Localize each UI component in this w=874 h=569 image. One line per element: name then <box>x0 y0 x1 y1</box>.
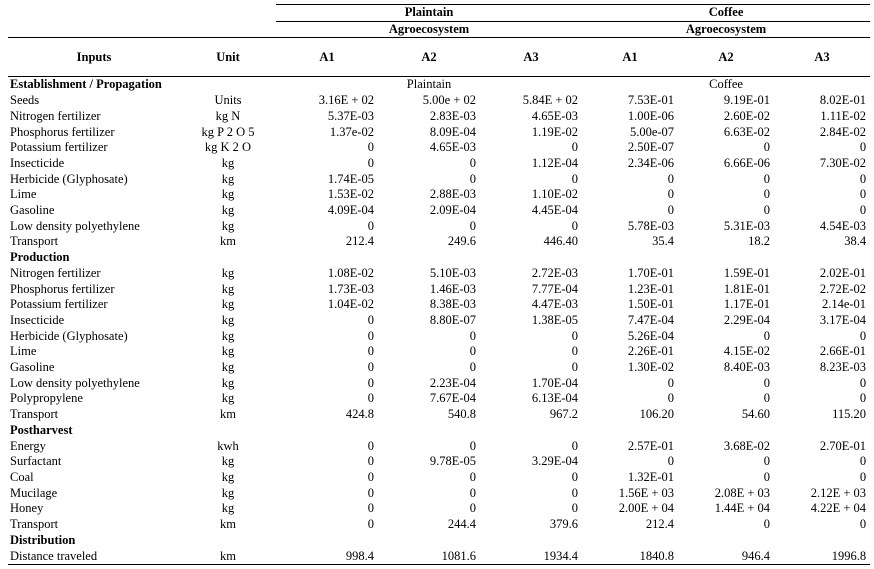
value-cell: 0 <box>367 517 374 532</box>
plaintain-a3-header: A3 <box>480 38 582 77</box>
value-cell: 0 <box>667 454 675 469</box>
value-cell: 0 <box>469 469 476 484</box>
value-cell: 6.63E-02 <box>723 124 771 139</box>
value-cell: 1.59E-01 <box>723 265 771 280</box>
input-name-cell: Potassium fertilizer <box>10 297 108 312</box>
value-cell: 0 <box>367 140 374 155</box>
coffee-agro-header: Agroecosystem <box>582 21 870 38</box>
value-cell: 1.19E-02 <box>531 124 579 139</box>
value-cell: 8.23E-03 <box>819 360 867 375</box>
section-row <box>8 423 870 439</box>
value-cell: 0 <box>763 328 771 343</box>
value-cell: 0 <box>469 360 476 375</box>
value-cell: 5.78E-03 <box>627 218 675 233</box>
input-name-cell: Potassium fertilizer <box>10 140 108 155</box>
value-cell: 8.02E-01 <box>819 93 867 108</box>
table-row <box>8 549 870 565</box>
value-cell: 2.57E-01 <box>627 438 675 453</box>
value-cell: 0 <box>859 454 867 469</box>
input-name-cell: Energy <box>10 438 46 453</box>
table-row <box>8 391 870 407</box>
input-name-cell: Polypropylene <box>10 391 83 406</box>
value-cell: 1.10E-02 <box>531 187 579 202</box>
unit-cell: kg <box>221 187 235 202</box>
table-row <box>8 329 870 345</box>
unit-cell: km <box>220 517 236 532</box>
value-cell: 0 <box>859 187 867 202</box>
value-cell: 0 <box>469 438 476 453</box>
section-title: Establishment / Propagation <box>10 77 162 92</box>
table-row <box>8 376 870 392</box>
value-cell: 54.60 <box>741 407 771 422</box>
value-cell: 0 <box>367 501 374 516</box>
value-cell: 0 <box>367 344 374 359</box>
plaintain-a2-header: A2 <box>378 38 480 77</box>
value-cell: 2.60E-02 <box>723 108 771 123</box>
value-cell: 2.72E-02 <box>819 281 867 296</box>
unit-cell: Units <box>214 93 242 108</box>
plaintain-group-header: Plaintain <box>276 5 582 22</box>
value-cell: 424.8 <box>345 407 374 422</box>
value-cell: 0 <box>571 360 579 375</box>
value-cell: 0 <box>571 485 579 500</box>
value-cell: 5.00e-07 <box>629 124 675 139</box>
value-cell: 0 <box>367 469 374 484</box>
value-cell: 115.20 <box>832 407 867 422</box>
value-cell: 0 <box>367 328 374 343</box>
value-cell: 2.23E-04 <box>429 375 476 390</box>
value-cell: 0 <box>859 375 867 390</box>
value-cell: 3.68E-02 <box>723 438 771 453</box>
value-cell: 2.88E-03 <box>429 187 476 202</box>
value-cell: 0 <box>367 360 374 375</box>
value-cell: 5.31E-03 <box>723 218 771 233</box>
value-cell: 0 <box>571 140 579 155</box>
value-cell: 1840.8 <box>582 549 678 565</box>
section-plaintain-tag: Plaintain <box>406 77 452 92</box>
input-name-cell: Seeds <box>10 93 40 108</box>
value-cell: 1.37e-02 <box>329 124 374 139</box>
value-cell: 1.11E-02 <box>820 108 867 123</box>
unit-cell: kg <box>221 171 235 186</box>
value-cell: 0 <box>763 171 771 186</box>
value-cell: 2.09E-04 <box>429 203 476 218</box>
input-name-cell: Mucilage <box>10 485 58 500</box>
value-cell: 967.2 <box>549 407 579 422</box>
unit-cell: kg K 2 O <box>204 140 252 155</box>
value-cell: 0 <box>367 485 374 500</box>
value-cell: 1.46E-03 <box>429 281 476 296</box>
input-name-cell: Gasoline <box>10 203 55 218</box>
value-cell: 0 <box>859 203 867 218</box>
value-cell: 0 <box>763 375 771 390</box>
value-cell: 0 <box>667 375 675 390</box>
value-cell: 2.50E-07 <box>627 140 675 155</box>
input-name-cell: Lime <box>10 344 37 359</box>
input-name-cell: Lime <box>10 187 37 202</box>
unit-cell: km <box>180 549 276 565</box>
value-cell: 0 <box>667 171 675 186</box>
table-row <box>8 313 870 329</box>
unit-cell: kg <box>221 203 235 218</box>
unit-cell: kg <box>221 155 235 170</box>
section-row <box>8 77 870 93</box>
section-title: Postharvest <box>10 422 73 437</box>
value-cell: 6.13E-04 <box>531 391 579 406</box>
input-name-cell: Honey <box>10 501 44 516</box>
value-cell: 1.73E-03 <box>327 281 374 296</box>
value-cell: 8.80E-07 <box>429 312 476 327</box>
input-name-cell: Low density polyethylene <box>10 218 140 233</box>
value-cell: 0 <box>859 328 867 343</box>
input-name-cell: Transport <box>10 407 59 422</box>
value-cell: 4.65E-03 <box>531 108 579 123</box>
input-name-cell: Phosphorus fertilizer <box>10 124 115 139</box>
value-cell: 1081.6 <box>378 549 480 565</box>
section-title: Distribution <box>10 532 76 547</box>
coffee-a2-header: A2 <box>678 38 774 77</box>
value-cell: 0 <box>763 469 771 484</box>
value-cell: 38.4 <box>844 234 867 249</box>
value-cell: 8.09E-04 <box>429 124 476 139</box>
value-cell: 5.10E-03 <box>429 265 476 280</box>
table-body <box>8 77 870 565</box>
table-row <box>8 234 870 250</box>
table-row <box>8 187 870 203</box>
value-cell: 0 <box>859 517 867 532</box>
unit-cell: kwh <box>217 438 239 453</box>
value-cell: 1996.8 <box>774 549 870 565</box>
value-cell: 0 <box>367 391 374 406</box>
value-cell: 0 <box>469 155 476 170</box>
value-cell: 2.08E + 03 <box>714 485 771 500</box>
value-cell: 7.67E-04 <box>429 391 476 406</box>
inputs-table <box>8 4 870 565</box>
value-cell: 1.00E-06 <box>627 108 675 123</box>
unit-cell: kg <box>221 312 235 327</box>
value-cell: 0 <box>367 438 374 453</box>
value-cell: 4.47E-03 <box>531 297 579 312</box>
header-row-crops <box>8 5 870 22</box>
table-row <box>8 140 870 156</box>
value-cell: 0 <box>367 155 374 170</box>
table-row <box>8 344 870 360</box>
input-name-cell: Phosphorus fertilizer <box>10 281 115 296</box>
value-cell: 2.14e-01 <box>821 297 867 312</box>
value-cell: 2.83E-03 <box>429 108 476 123</box>
value-cell: 0 <box>859 140 867 155</box>
value-cell: 2.02E-01 <box>819 265 867 280</box>
value-cell: 0 <box>667 203 675 218</box>
unit-cell: kg <box>221 375 235 390</box>
value-cell: 0 <box>367 454 374 469</box>
value-cell: 446.40 <box>543 234 579 249</box>
value-cell: 540.8 <box>447 407 476 422</box>
table-row <box>8 470 870 486</box>
input-name-cell: Transport <box>10 234 59 249</box>
value-cell: 0 <box>469 171 476 186</box>
value-cell: 0 <box>571 438 579 453</box>
value-cell: 2.12E + 03 <box>810 485 867 500</box>
table-row <box>8 266 870 282</box>
plaintain-a1-header: A1 <box>276 38 378 77</box>
value-cell: 212.4 <box>345 234 374 249</box>
value-cell: 0 <box>763 140 771 155</box>
unit-cell: kg <box>221 218 235 233</box>
value-cell: 0 <box>763 517 771 532</box>
value-cell: 0 <box>571 218 579 233</box>
value-cell: 4.65E-03 <box>429 140 476 155</box>
value-cell: 212.4 <box>645 517 675 532</box>
plaintain-agro-header: Agroecosystem <box>276 21 582 38</box>
value-cell: 8.40E-03 <box>723 360 771 375</box>
table-row <box>8 360 870 376</box>
input-name-cell: Low density polyethylene <box>10 375 140 390</box>
value-cell: 1.44E + 04 <box>714 501 771 516</box>
value-cell: 1.81E-01 <box>723 281 771 296</box>
value-cell: 0 <box>367 312 374 327</box>
table-row <box>8 172 870 188</box>
value-cell: 5.26E-04 <box>627 328 675 343</box>
input-name-cell: Insecticide <box>10 155 65 170</box>
unit-cell: kg <box>221 501 235 516</box>
value-cell: 0 <box>469 328 476 343</box>
unit-cell: kg <box>221 360 235 375</box>
table-row <box>8 156 870 172</box>
value-cell: 1.56E + 03 <box>618 485 675 500</box>
value-cell: 0 <box>469 485 476 500</box>
value-cell: 7.53E-01 <box>627 93 675 108</box>
value-cell: 0 <box>571 171 579 186</box>
value-cell: 0 <box>367 218 374 233</box>
value-cell: 1.38E-05 <box>531 312 579 327</box>
value-cell: 1.30E-02 <box>627 360 675 375</box>
value-cell: 998.4 <box>276 549 378 565</box>
unit-column-header: Unit <box>180 38 276 77</box>
value-cell: 4.45E-04 <box>531 203 579 218</box>
value-cell: 9.78E-05 <box>429 454 476 469</box>
value-cell: 2.72E-03 <box>531 265 579 280</box>
value-cell: 18.2 <box>748 234 771 249</box>
value-cell: 4.54E-03 <box>819 218 867 233</box>
value-cell: 2.84E-02 <box>819 124 867 139</box>
value-cell: 1934.4 <box>480 549 582 565</box>
table-row <box>8 454 870 470</box>
unit-cell: kg <box>221 281 235 296</box>
table-row <box>8 407 870 423</box>
value-cell: 0 <box>667 187 675 202</box>
value-cell: 249.6 <box>447 234 476 249</box>
value-cell: 7.30E-02 <box>819 155 867 170</box>
value-cell: 1.53E-02 <box>327 187 374 202</box>
table-row <box>8 439 870 455</box>
value-cell: 0 <box>469 344 476 359</box>
unit-cell: kg P 2 O 5 <box>201 124 255 139</box>
value-cell: 6.66E-06 <box>723 155 771 170</box>
table-row <box>8 517 870 533</box>
value-cell: 946.4 <box>678 549 774 565</box>
input-name-cell: Insecticide <box>10 312 65 327</box>
value-cell: 0 <box>571 469 579 484</box>
header-row-agro <box>8 21 870 38</box>
value-cell: 9.19E-01 <box>723 93 771 108</box>
inputs-column-header: Inputs <box>8 38 180 77</box>
unit-cell: km <box>220 234 236 249</box>
value-cell: 0 <box>571 328 579 343</box>
value-cell: 35.4 <box>652 234 675 249</box>
table-row <box>8 109 870 125</box>
value-cell: 4.15E-02 <box>723 344 771 359</box>
value-cell: 2.70E-01 <box>819 438 867 453</box>
unit-cell: kg <box>221 391 235 406</box>
value-cell: 1.32E-01 <box>627 469 675 484</box>
value-cell: 2.26E-01 <box>627 344 675 359</box>
input-name-cell: Herbicide (Glyphosate) <box>10 328 128 343</box>
unit-cell: kg <box>221 297 235 312</box>
input-name-cell: Herbicide (Glyphosate) <box>10 171 128 186</box>
header-row-columns <box>8 38 870 77</box>
table-row <box>8 282 870 298</box>
input-name-cell: Surfactant <box>10 454 62 469</box>
value-cell: 0 <box>571 344 579 359</box>
section-row <box>8 533 870 549</box>
value-cell: 1.04E-02 <box>327 297 374 312</box>
value-cell: 0 <box>571 501 579 516</box>
table-row <box>8 125 870 141</box>
value-cell: 2.66E-01 <box>819 344 867 359</box>
value-cell: 1.74E-05 <box>327 171 374 186</box>
value-cell: 1.70E-01 <box>627 265 675 280</box>
value-cell: 0 <box>469 501 476 516</box>
value-cell: 5.37E-03 <box>327 108 374 123</box>
value-cell: 3.29E-04 <box>531 454 579 469</box>
value-cell: 1.50E-01 <box>627 297 675 312</box>
value-cell: 5.84E + 02 <box>522 93 579 108</box>
value-cell: 3.16E + 02 <box>318 93 374 108</box>
coffee-group-header: Coffee <box>582 5 870 22</box>
value-cell: 0 <box>667 391 675 406</box>
value-cell: 4.09E-04 <box>327 203 374 218</box>
value-cell: 0 <box>763 454 771 469</box>
value-cell: 0 <box>763 187 771 202</box>
section-coffee-tag: Coffee <box>709 77 743 92</box>
table-row <box>8 486 870 502</box>
value-cell: 0 <box>367 375 374 390</box>
input-name-cell: Gasoline <box>10 360 55 375</box>
table-row <box>8 297 870 313</box>
value-cell: 0 <box>763 391 771 406</box>
value-cell: 8.38E-03 <box>429 297 476 312</box>
table-row <box>8 93 870 109</box>
value-cell: 3.17E-04 <box>819 312 867 327</box>
input-name-cell: Distance traveled <box>8 549 180 565</box>
value-cell: 2.34E-06 <box>627 155 675 170</box>
unit-cell: kg <box>221 469 235 484</box>
value-cell: 0 <box>859 391 867 406</box>
value-cell: 4.22E + 04 <box>810 501 867 516</box>
value-cell: 106.20 <box>639 407 675 422</box>
value-cell: 7.77E-04 <box>531 281 579 296</box>
unit-cell: km <box>220 407 236 422</box>
value-cell: 244.4 <box>447 517 476 532</box>
value-cell: 379.6 <box>549 517 579 532</box>
unit-cell: kg <box>221 265 235 280</box>
table-row <box>8 203 870 219</box>
input-name-cell: Transport <box>10 517 59 532</box>
unit-cell: kg <box>221 485 235 500</box>
unit-cell: kg <box>221 328 235 343</box>
input-name-cell: Nitrogen fertilizer <box>10 108 101 123</box>
value-cell: 0 <box>859 469 867 484</box>
value-cell: 1.12E-04 <box>531 155 579 170</box>
value-cell: 1.70E-04 <box>531 375 579 390</box>
value-cell: 1.17E-01 <box>723 297 771 312</box>
value-cell: 5.00e + 02 <box>422 93 476 108</box>
table-row <box>8 219 870 235</box>
coffee-a3-header: A3 <box>774 38 870 77</box>
value-cell: 0 <box>859 171 867 186</box>
table-row <box>8 501 870 517</box>
value-cell: 2.29E-04 <box>723 312 771 327</box>
value-cell: 1.08E-02 <box>327 265 374 280</box>
coffee-a1-header: A1 <box>582 38 678 77</box>
input-name-cell: Coal <box>10 469 34 484</box>
value-cell: 0 <box>469 218 476 233</box>
unit-cell: kg N <box>215 108 241 123</box>
unit-cell: kg <box>221 344 235 359</box>
section-row <box>8 250 870 266</box>
value-cell: 0 <box>763 203 771 218</box>
input-name-cell: Nitrogen fertilizer <box>10 265 101 280</box>
value-cell: 2.00E + 04 <box>618 501 675 516</box>
section-title: Production <box>10 250 70 265</box>
value-cell: 1.23E-01 <box>627 281 675 296</box>
value-cell: 7.47E-04 <box>627 312 675 327</box>
unit-cell: kg <box>221 454 235 469</box>
